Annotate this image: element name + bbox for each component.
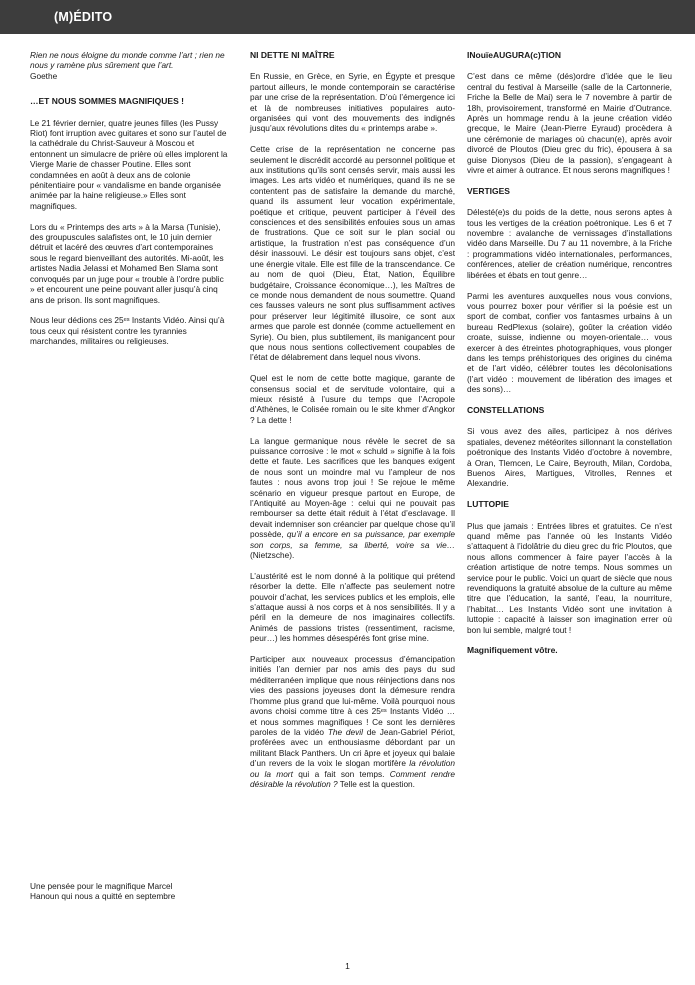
- paragraph: Cette crise de la représentation ne concerne pas seulement le discrédit accordé au personnel politique et aux institutions qu’ils sont censés servir, mais aussi les images. Les arts vidéo et numériques, quand ils ne se contentent pas de satisfaire la demande du marché, quand ils assument leur vocation expérimentale, poétique et critique, peuvent participer à l’éveil des consciences et des sensibilités enfouies sous un amas de frustrations. Que ce soit sur le plan social ou artistique, la frustration n’est pas conséquence d’un désir inassouvi. Le désir est toujours sans objet, c’est une énergie vitale. Elle est fille de la transcendance. Ce au nom de quoi (Dieu, État, Nation, Équilibre budgétaire, Croissance économique…), les Maîtres de ce monde nous demandent de nous soumettre. Quand ces fausses valeurs ne sont plus suffisamment actives pour préserver leur légitimité illusoire, ce sont aux armes que parole est donnée (comme actuellement en Syrie). Ou bien, plus subtilement, ils manigancent pour que nous nous sentions collectivement coupables de l’état de délabrement dans lequel nous vivons.: [250, 144, 455, 363]
- column-right: [467, 50, 672, 666]
- text-run: de Jean-Gabriel Périot, proférées avec un enthousiasme débordant par un militant Black Panthers. Un cri âpre et joyeux qui balaie d’un revers de la voix le slogan mortifère: [250, 726, 455, 769]
- paragraph: Plus que jamais : Entrées libres et gratuites. Ce n’est quand même pas l’année où les Instants Vidéo s’attaquent à l’idolâtrie du dieu grec du fric Ploutos, que nous allons commencer à faire payer l’accès à la création artistique de notre temps. Nous sommes un service pour le public. Voici un quart de siècle que nous revendiquons la gratuité absolue de la culture au même titre que l’éducation, la santé, l’eau, la nourriture, l’habitat… Les Instants Vidéo sont une invitation à luttopie : capacité à laisser son imagination errer où bon lui semble, malgré tout !: [467, 520, 672, 635]
- epigraph-author: Goethe: [30, 70, 58, 81]
- paragraph: [250, 436, 455, 561]
- tribute-note: Une pensée pour le magnifique Marcel Hanoun qui nous a quitté en septembre: [30, 881, 176, 902]
- paragraph: En Russie, en Grèce, en Syrie, en Égypte et presque partout ailleurs, le monde contemporain se caractérise par une crise de la représentation. D’où l’émergence ici et là de nombreuses initiatives populaires auto-organisées qui vont des mouvements des indignés jusqu’aux révolutions dites du « printemps arabe ».: [250, 71, 455, 134]
- section-heading-luttopie: LUTTOPIE: [467, 499, 509, 510]
- page-number: 1: [345, 961, 350, 971]
- text-run: Participer aux nouveaux processus d’émancipation initiés l’an dernier par nos amis des pays du sud méditerranéen implique que nous réinjections dans nos vies des passions joyeuses dont la démesure rendra l’homme plus grand que lui-même. Voilà pourquoi nous avons choisi comme titre à ces 25ᵉˢ Instants Vidéo … et nous sommes magnifiques ! Ce sont les dernières paroles de la vidéo: [250, 654, 455, 737]
- italic-quote: qu’il a encore en sa puissance, par exemple son corps, sa femme, sa liberté, voire sa vie…: [250, 529, 455, 550]
- text-run: qui a fait son temps.: [298, 768, 385, 779]
- video-title: The devil: [327, 726, 363, 737]
- section-heading-inouieauguration: INouïeAUGURA(c)TION: [467, 50, 561, 60]
- italic-question: Comment rendre désirable la révolution ?: [250, 768, 455, 789]
- paragraph: Lors du « Printemps des arts » à la Marsa (Tunisie), des groupuscules salafistes ont, le 10 juin dernier détruit et lacéré des œuvres d’art contemporaines sous le regard bienveillant des autorités. Mi-août, les artistes Nadia Jelassi et Mohamed Ben Slama sont convoqués par un juge pour « trouble à l’ordre public » et encourent une peine pouvant aller jusqu’à cinq ans de prison. Ils sont magnifiques.: [30, 221, 224, 305]
- italic-slogan: la révolution ou la mort: [250, 758, 455, 779]
- section-heading-constellations: CONSTELLATIONS: [467, 404, 545, 415]
- paragraph: [250, 654, 455, 789]
- paragraph: Quel est le nom de cette botte magique, garante de consensus social et de servitude volontaire, qui a mieux résisté à l’usure du temps que l’Acropole d’Athènes, le Colisée romain ou le site khmer d’Angkor ? La dette !: [250, 373, 455, 425]
- column-left: [30, 50, 230, 357]
- text-run: Telle est la question.: [339, 778, 415, 789]
- paragraph: Nous leur dédions ces 25ᵉˢ Instants Vidéo. Ainsi qu’à tous ceux qui résistent contre les tyrannies marchandes, militaires ou religieuses.: [30, 315, 225, 347]
- text-run: (Nietzsche).: [250, 550, 295, 561]
- paragraph: L’austérité est le nom donné à la politique qui prétend résorber la dette. Elle n’affecte pas seulement notre pouvoir d’achat, les services publics et les emplois, elle s’attaque aussi à nos corps et à nos sensibilités. Il y a péril en la demeure de nos imaginaires collectifs. Animés de passions tristes (ressentiment, racisme, peur…) les hommes désespérés font grise mine.: [250, 570, 455, 644]
- paragraph: C’est dans ce même (dés)ordre d’idée que le lieu central du festival à Marseille (salle de la Cartonnerie, Friche la Belle de Mai) sera le 7 novembre à partir de 18h, provisoirement, transformé en Mairie d’Outrance. Après un hommage rendu à la jeune création vidéo grecque, le Maire (Jean-Pierre Eyraud) procèdera à une cérémonie de mariages où chacun(e), après avoir divorcé de Ploutos (Dieu grec du fric), épousera à sa guise Dionysos (Dieu de la passion), s’engageant à vivre et aimer à outrance. Et nous serons magnifiques !: [467, 71, 672, 176]
- section-heading-dette: NI DETTE NI MAÎTRE: [250, 50, 335, 60]
- text-run: La langue germanique nous révèle le secret de sa puissance corrosive : le mot « schuld » signifie à la fois dette et faute. Les sacrifices que les banques exigent de nous sont un moindre mal vu l’ampleur de nos fautes : nous avons trop joui ! Se rejoue le même scénario en vigueur presque partout en Europe, de l’Antiquité au Moyen-âge : celui qui ne pouvait pas rembourser sa dette était réduit à l’état d’esclavage. Il devait indemniser son créancier par quelque chose qu’il possède,: [250, 435, 455, 540]
- paragraph: Le 21 février dernier, quatre jeunes filles (les Pussy Riot) font irruption avec guitares et sono sur l’autel de la cathédrale du Christ-Sauveur à Moscou et entonnent un simulacre de prière où elles implorent la Vierge Marie de chasser Poutine. Elles sont condamnées en août à deux ans de colonie pénitentiaire pour « vandalisme en bande organisée animée par la haine religieuse.» Elles sont magnifiques.: [30, 117, 228, 211]
- column-middle: [250, 50, 455, 800]
- signoff: Magnifiquement vôtre.: [467, 645, 558, 656]
- section-heading-magnifiques: …ET NOUS SOMMES MAGNIFIQUES !: [30, 96, 184, 107]
- paragraph: Délesté(e)s du poids de la dette, nous serons aptes à tous les vertiges de la création poétronique. Les 6 et 7 novembre : avalanche de vernissages d’installations vidéo dans Marseille. Du 7 au 11 novembre, à la Friche : programmations vidéo internationales, performances, conférences, atelier de création numérique, rencontres libérées et ébats en tout genre…: [467, 207, 672, 280]
- paragraph: Parmi les aventures auxquelles nous vous convions, vous pourrez boxer pour vérifier si la poésie est un sport de combat, confier vos fantasmes urbains à un bureau RedPlexus (solaire), goûter la création vidéo croate, suisse, indienne ou moyen-orientale… vous exercer à des étreintes photographiques, vous plonger dans les temps préhistoriques des origines du cinéma et de l’art vidéo, célébrer toutes les décolonisations (l’art vidéo : mouvement de libération des images et des sons)…: [467, 290, 672, 395]
- header-bar: [0, 0, 695, 34]
- paragraph: Si vous avez des ailes, participez à nos dérives spatiales, devenez météorites sillonnant la constellation poétronique des Instants Vidéo d’octobre à novembre, à Oran, Tlemcen, Le Caire, Beyrouth, Milan, Cordoba, Buenos Aires, Martigues, Vitrolles, Rennes et Alexandrie.: [467, 426, 672, 489]
- epigraph: Rien ne nous éloigne du monde comme l’art ; rien ne nous y ramène plus sûrement que l’art.: [30, 50, 225, 71]
- page-title: (M)ÉDITO: [54, 10, 113, 24]
- section-heading-vertiges: VERTIGES: [467, 185, 510, 196]
